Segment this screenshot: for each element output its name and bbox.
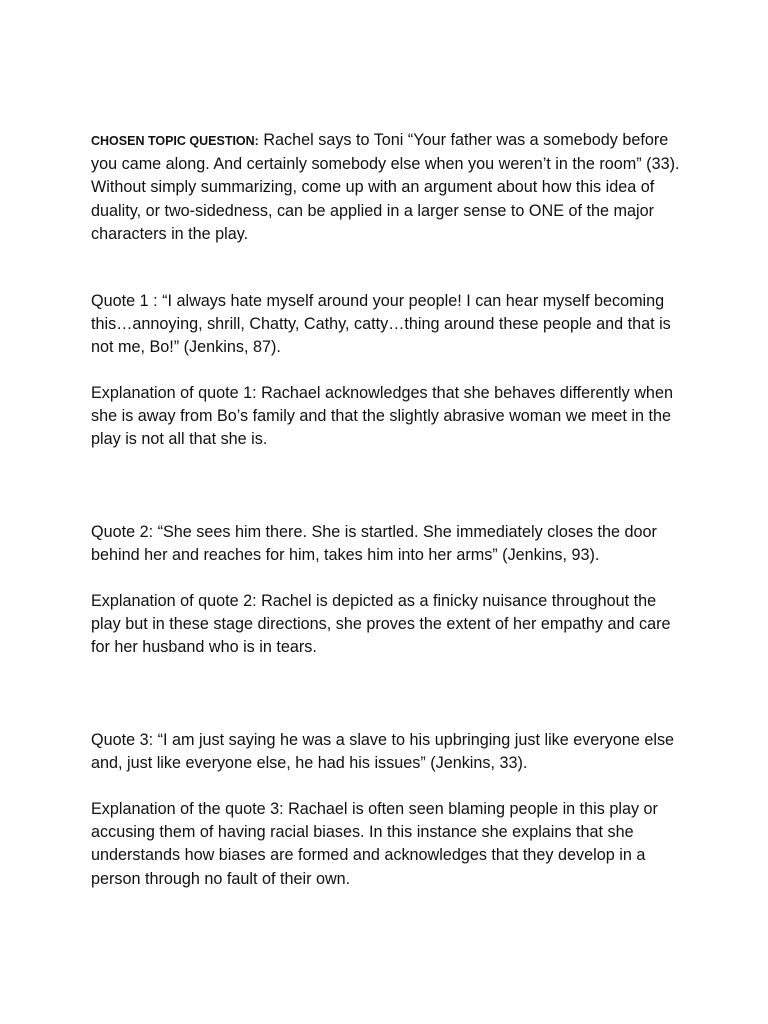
topic-question <box>91 129 681 246</box>
explanation-1: Explanation of quote 1: Rachael acknowledges that she behaves differently when she is away from Bo’s family and that the slightly abrasive woman we meet in the play is not all that she is. <box>91 384 673 449</box>
quote-1: Quote 1 : “I always hate myself around your people! I can hear myself becoming this…annoying, shrill, Chatty, Cathy, catty…thing around these people and that is not me, Bo!” (Jenkins, 87). <box>91 292 671 357</box>
explanation-2: Explanation of quote 2: Rachel is depicted as a finicky nuisance throughout the play but in these stage directions, she proves the extent of her empathy and care for her husband who is in tears. <box>91 592 671 657</box>
topic-question-text: Rachel says to Toni “Your father was a somebody before you came along. And certainly somebody else when you weren’t in the room” (33). Without simply summarizing, come up with an argument about how this idea of duality, or two-sidedness, can be applied in a larger sense to ONE of the major characters in the play. <box>91 131 680 243</box>
quote-2: Quote 2: “She sees him there. She is startled. She immediately closes the door behind her and reaches for him, takes him into her arms” (Jenkins, 93). <box>91 523 657 565</box>
quote-3: Quote 3: “I am just saying he was a slave to his upbringing just like everyone else and, just like everyone else, he had his issues” (Jenkins, 33). <box>91 731 675 773</box>
topic-question-label: CHOSEN TOPIC QUESTION: <box>91 134 259 148</box>
explanation-3: Explanation of the quote 3: Rachael is often seen blaming people in this play or accusing them of having racial biases. In this instance she explains that she understands how biases are formed and acknowledges that they develop in a person through no fault of their own. <box>91 800 658 888</box>
